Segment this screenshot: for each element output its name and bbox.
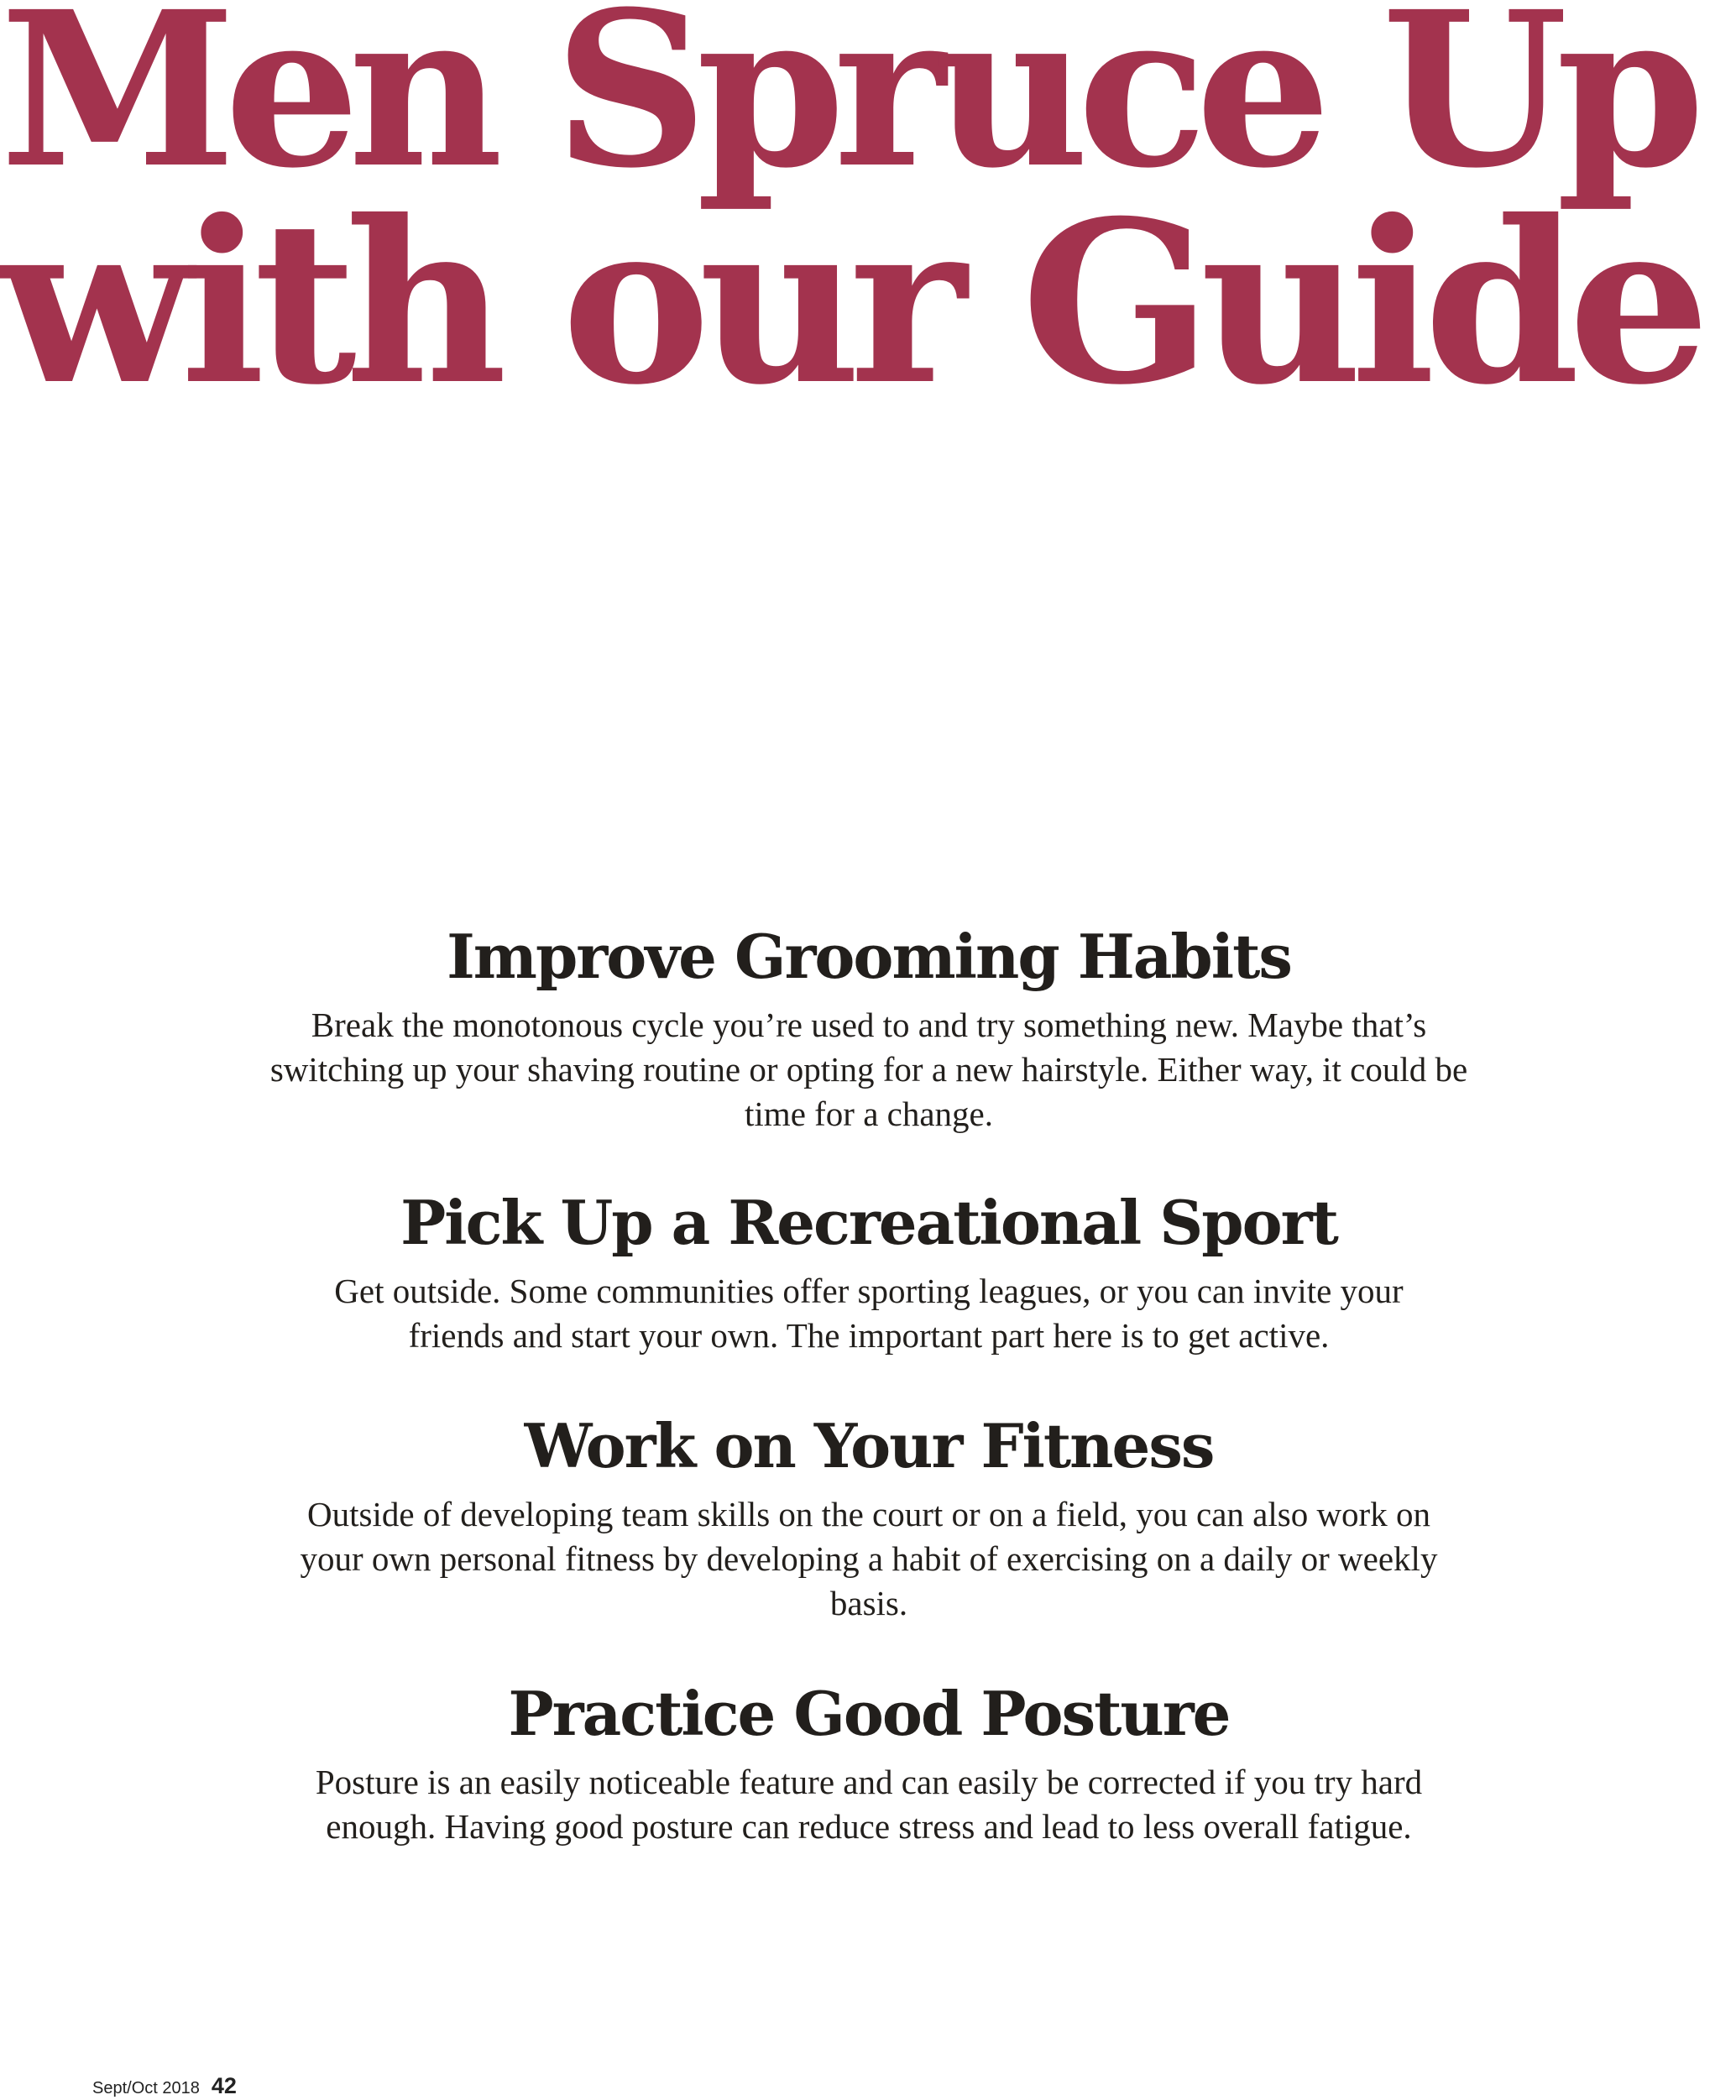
section-heading: Practice Good Posture: [508, 1678, 1230, 1749]
section-text: Outside of developing team skills on the court or on a field, you can also work on your own personal fitness by developing a habit of exercising on a daily or weekly basis.: [300, 1495, 1438, 1622]
section-fitness: [235, 1400, 1503, 1626]
section-posture: [235, 1668, 1503, 1849]
headline-line-1: Men Spruce Up: [0, 0, 1694, 215]
section-heading: Work on Your Fitness: [524, 1410, 1214, 1481]
section-text: Break the monotonous cycle you’re used to and try something new. Maybe that’s switching up your shaving routine or opting for a new hairstyle. Either way, it could be time for a change.: [269, 1006, 1468, 1133]
article-body: [235, 911, 1503, 1849]
issue-date: Sept/Oct 2018: [92, 2079, 200, 2097]
headline-line-2: with our Guide: [0, 171, 1699, 434]
section-grooming: [235, 911, 1503, 1136]
section-text: Get outside. Some communities offer sporting leagues, or you can invite your friends and start your own. The important part here is to get active.: [334, 1272, 1404, 1355]
section-heading: Pick Up a Recreational Sport: [400, 1187, 1337, 1258]
section-sport: [235, 1177, 1503, 1358]
page-number: 42: [211, 2073, 237, 2098]
section-heading: Improve Grooming Habits: [447, 921, 1291, 992]
section-text: Posture is an easily noticeable feature and can easily be corrected if you try hard enough. Having good posture can reduce stress and lead to less overall fatigue.: [315, 1763, 1423, 1846]
page-footer: [92, 2073, 237, 2099]
